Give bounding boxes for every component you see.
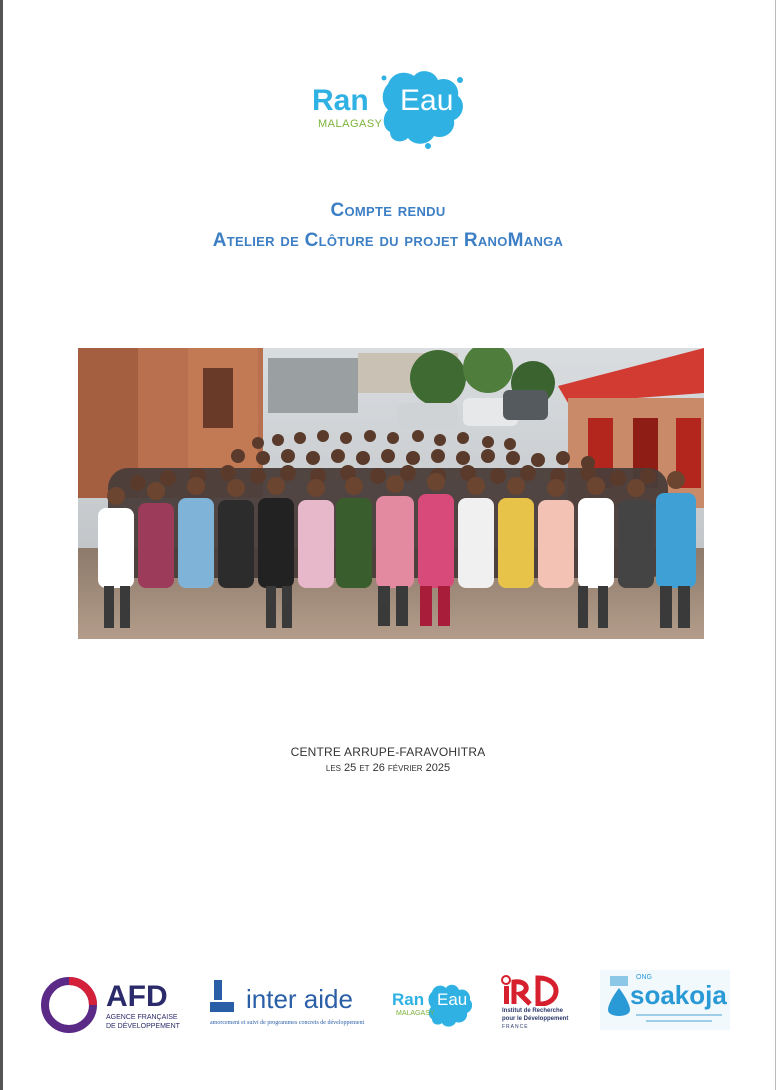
raneau-logo-tagline: MALAGASY — [318, 118, 383, 130]
soakoja-logo-fineprint-2 — [646, 1020, 712, 1022]
group-photo — [78, 348, 704, 639]
group-photo-image — [78, 348, 704, 639]
afd-ring-icon — [40, 976, 98, 1034]
soakoja-logo — [600, 970, 730, 1030]
ird-logo-subtitle-2: pour le Développement — [502, 1016, 569, 1022]
raneau-logo-right-text: Eau — [400, 84, 454, 117]
interaide-logo — [208, 978, 373, 1034]
ird-mark-icon — [500, 974, 570, 1006]
ird-logo-subtitle-3: FRANCE — [502, 1024, 529, 1030]
raneau-small-logo — [392, 980, 472, 1030]
document-title — [0, 200, 776, 252]
interaide-logo-name: inter aide — [246, 984, 353, 1014]
afd-logo-subtitle-2: DE DÉVELOPPEMENT — [106, 1023, 180, 1030]
title-atelier: Atelier de Clôture du projet RanoManga — [212, 230, 564, 251]
partner-logos — [0, 968, 776, 1038]
venue-info — [0, 745, 776, 774]
raneau-small-tagline: MALAGASY — [396, 1010, 435, 1017]
ird-logo — [500, 974, 580, 1034]
raneau-small-left-text: Ran — [392, 990, 425, 1009]
venue-name: CENTRE ARRUPE-FARAVOHITRA — [290, 745, 486, 759]
afd-logo-name: AFD — [106, 980, 168, 1013]
soakoja-logo-fineprint — [636, 1014, 722, 1016]
venue-date: les 25 et 26 février 2025 — [325, 762, 451, 774]
interaide-logo-subtitle: amorcement et suivi de programmes concrets de développement — [210, 1020, 365, 1026]
raneau-small-right-text: Eau — [437, 990, 468, 1009]
raneau-logo — [310, 62, 470, 152]
interaide-mark-icon — [210, 980, 234, 1014]
ird-logo-subtitle-1: Institut de Recherche — [502, 1008, 564, 1014]
raneau-logo-left-text: Ran — [312, 84, 369, 117]
title-compte-rendu: Compte rendu — [330, 200, 446, 221]
soakoja-logo-name: soakoja — [630, 980, 727, 1010]
soakoja-logo-prefix: ONG — [636, 974, 652, 981]
afd-logo — [40, 976, 180, 1034]
afd-logo-subtitle-1: AGENCE FRANÇAISE — [106, 1014, 178, 1021]
page-left-border — [0, 0, 3, 1090]
